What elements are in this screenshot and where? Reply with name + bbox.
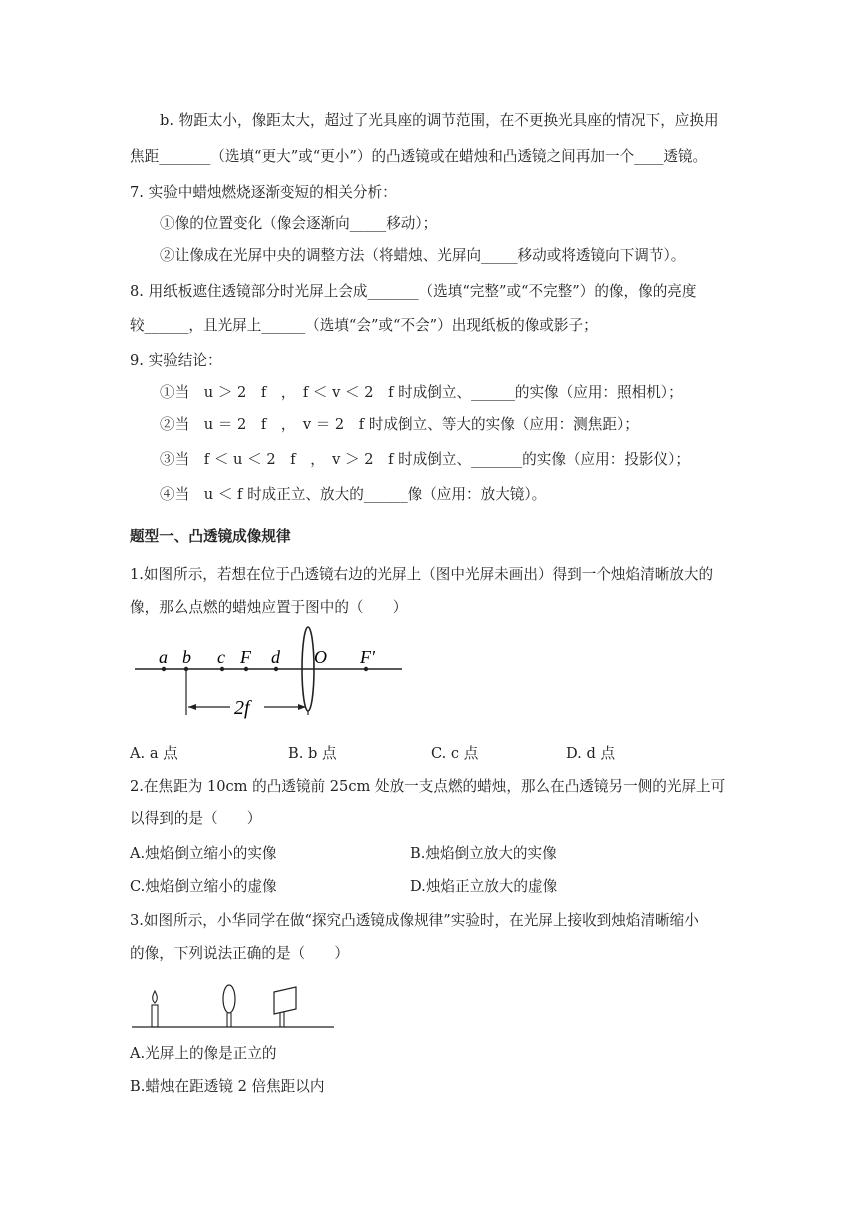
text-line-9-1: ①当 u ＞ 2 f ， f ＜ v ＜ 2 f 时成倒立、______的实像（应用：照相机）； — [160, 384, 683, 401]
q1-lens-axis-figure — [130, 625, 410, 725]
screen-icon — [274, 987, 296, 1027]
text-line-7: 7. 实验中蜡烛燃烧逐渐变短的相关分析： — [130, 184, 397, 201]
text-line-8b: 较______，且光屏上______（选填“会”或“不会”）出现纸板的像或影子； — [130, 317, 598, 334]
text-line-9: 9. 实验结论： — [130, 352, 222, 369]
flame-icon — [153, 991, 158, 1003]
label-F-prime: F′ — [360, 647, 375, 667]
q3-optical-bench-figure — [130, 975, 340, 1035]
q2-option-c[interactable]: C.烛焰倒立缩小的虚像 — [130, 878, 277, 895]
label-2f: 2f — [234, 697, 250, 719]
q1-stem-line1: 1.如图所示，若想在位于凸透镜右边的光屏上（图中光屏未画出）得到一个烛焰清晰放大的 — [130, 566, 714, 583]
label-a: a — [159, 647, 168, 667]
section-title: 题型一、凸透镜成像规律 — [130, 528, 291, 545]
label-O: O — [314, 647, 327, 667]
text-line-9-4: ④当 u ＜ f 时成正立、放大的______像（应用：放大镜）。 — [160, 486, 547, 503]
q1-option-d[interactable]: D. d 点 — [566, 745, 616, 762]
text-line-9-2: ②当 u ＝ 2 f ， v ＝ 2 f 时成倒立、等大的实像（应用：测焦距）； — [160, 416, 639, 433]
q2-option-d[interactable]: D.烛焰正立放大的虚像 — [410, 878, 558, 895]
q1-option-b[interactable]: B. b 点 — [288, 745, 337, 762]
q1-option-a[interactable]: A. a 点 — [130, 745, 178, 762]
lens-icon — [223, 985, 235, 1013]
text-line-8: 8. 用纸板遮住透镜部分时光屏上会成_______（选填“完整”或“不完整”）的像，像的亮度 — [130, 283, 697, 300]
q3-stem-line1: 3.如图所示，小华同学在做“探究凸透镜成像规律”实验时，在光屏上接收到烛焰清晰缩小 — [130, 912, 699, 929]
candle-icon — [152, 1005, 158, 1027]
label-b: b — [182, 647, 191, 667]
text-line-b: b. 物距太小，像距太大，超过了光具座的调节范围，在不更换光具座的情况下，应换用 — [160, 112, 719, 129]
q1-stem-line2: 像，那么点燃的蜡烛应置于图中的（ ） — [130, 599, 408, 616]
q1-option-c[interactable]: C. c 点 — [431, 745, 479, 762]
label-F: F — [240, 647, 251, 667]
q2-stem-line1: 2.在焦距为 10cm 的凸透镜前 25cm 处放一支点燃的蜡烛，那么在凸透镜另一侧的光屏上可 — [130, 778, 726, 795]
q2-stem-line2: 以得到的是（ ） — [130, 810, 262, 827]
q3-option-b[interactable]: B.蜡烛在距透镜 2 倍焦距以内 — [130, 1078, 325, 1095]
q3-option-a[interactable]: A.光屏上的像是正立的 — [130, 1045, 277, 1062]
label-c: c — [217, 647, 225, 667]
text-line-9-3: ③当 f ＜ u ＜ 2 f ， v ＞ 2 f 时成倒立、_______的实像（应用：投影仪）； — [160, 451, 690, 468]
label-d: d — [271, 647, 280, 667]
q2-option-b[interactable]: B.烛焰倒立放大的实像 — [410, 845, 557, 862]
text-line-focal: 焦距_______（选填“更大”或“更小”）的凸透镜或在蜡烛和凸透镜之间再加一个____透镜。 — [130, 148, 708, 165]
q2-option-a[interactable]: A.烛焰倒立缩小的实像 — [130, 845, 277, 862]
q3-stem-line2: 的像，下列说法正确的是（ ） — [130, 945, 349, 962]
text-line-7-1: ①像的位置变化（像会逐渐向_____移动）； — [160, 215, 438, 232]
text-line-7-2: ②让像成在光屏中央的调整方法（将蜡烛、光屏向_____移动或将透镜向下调节）。 — [160, 247, 686, 264]
